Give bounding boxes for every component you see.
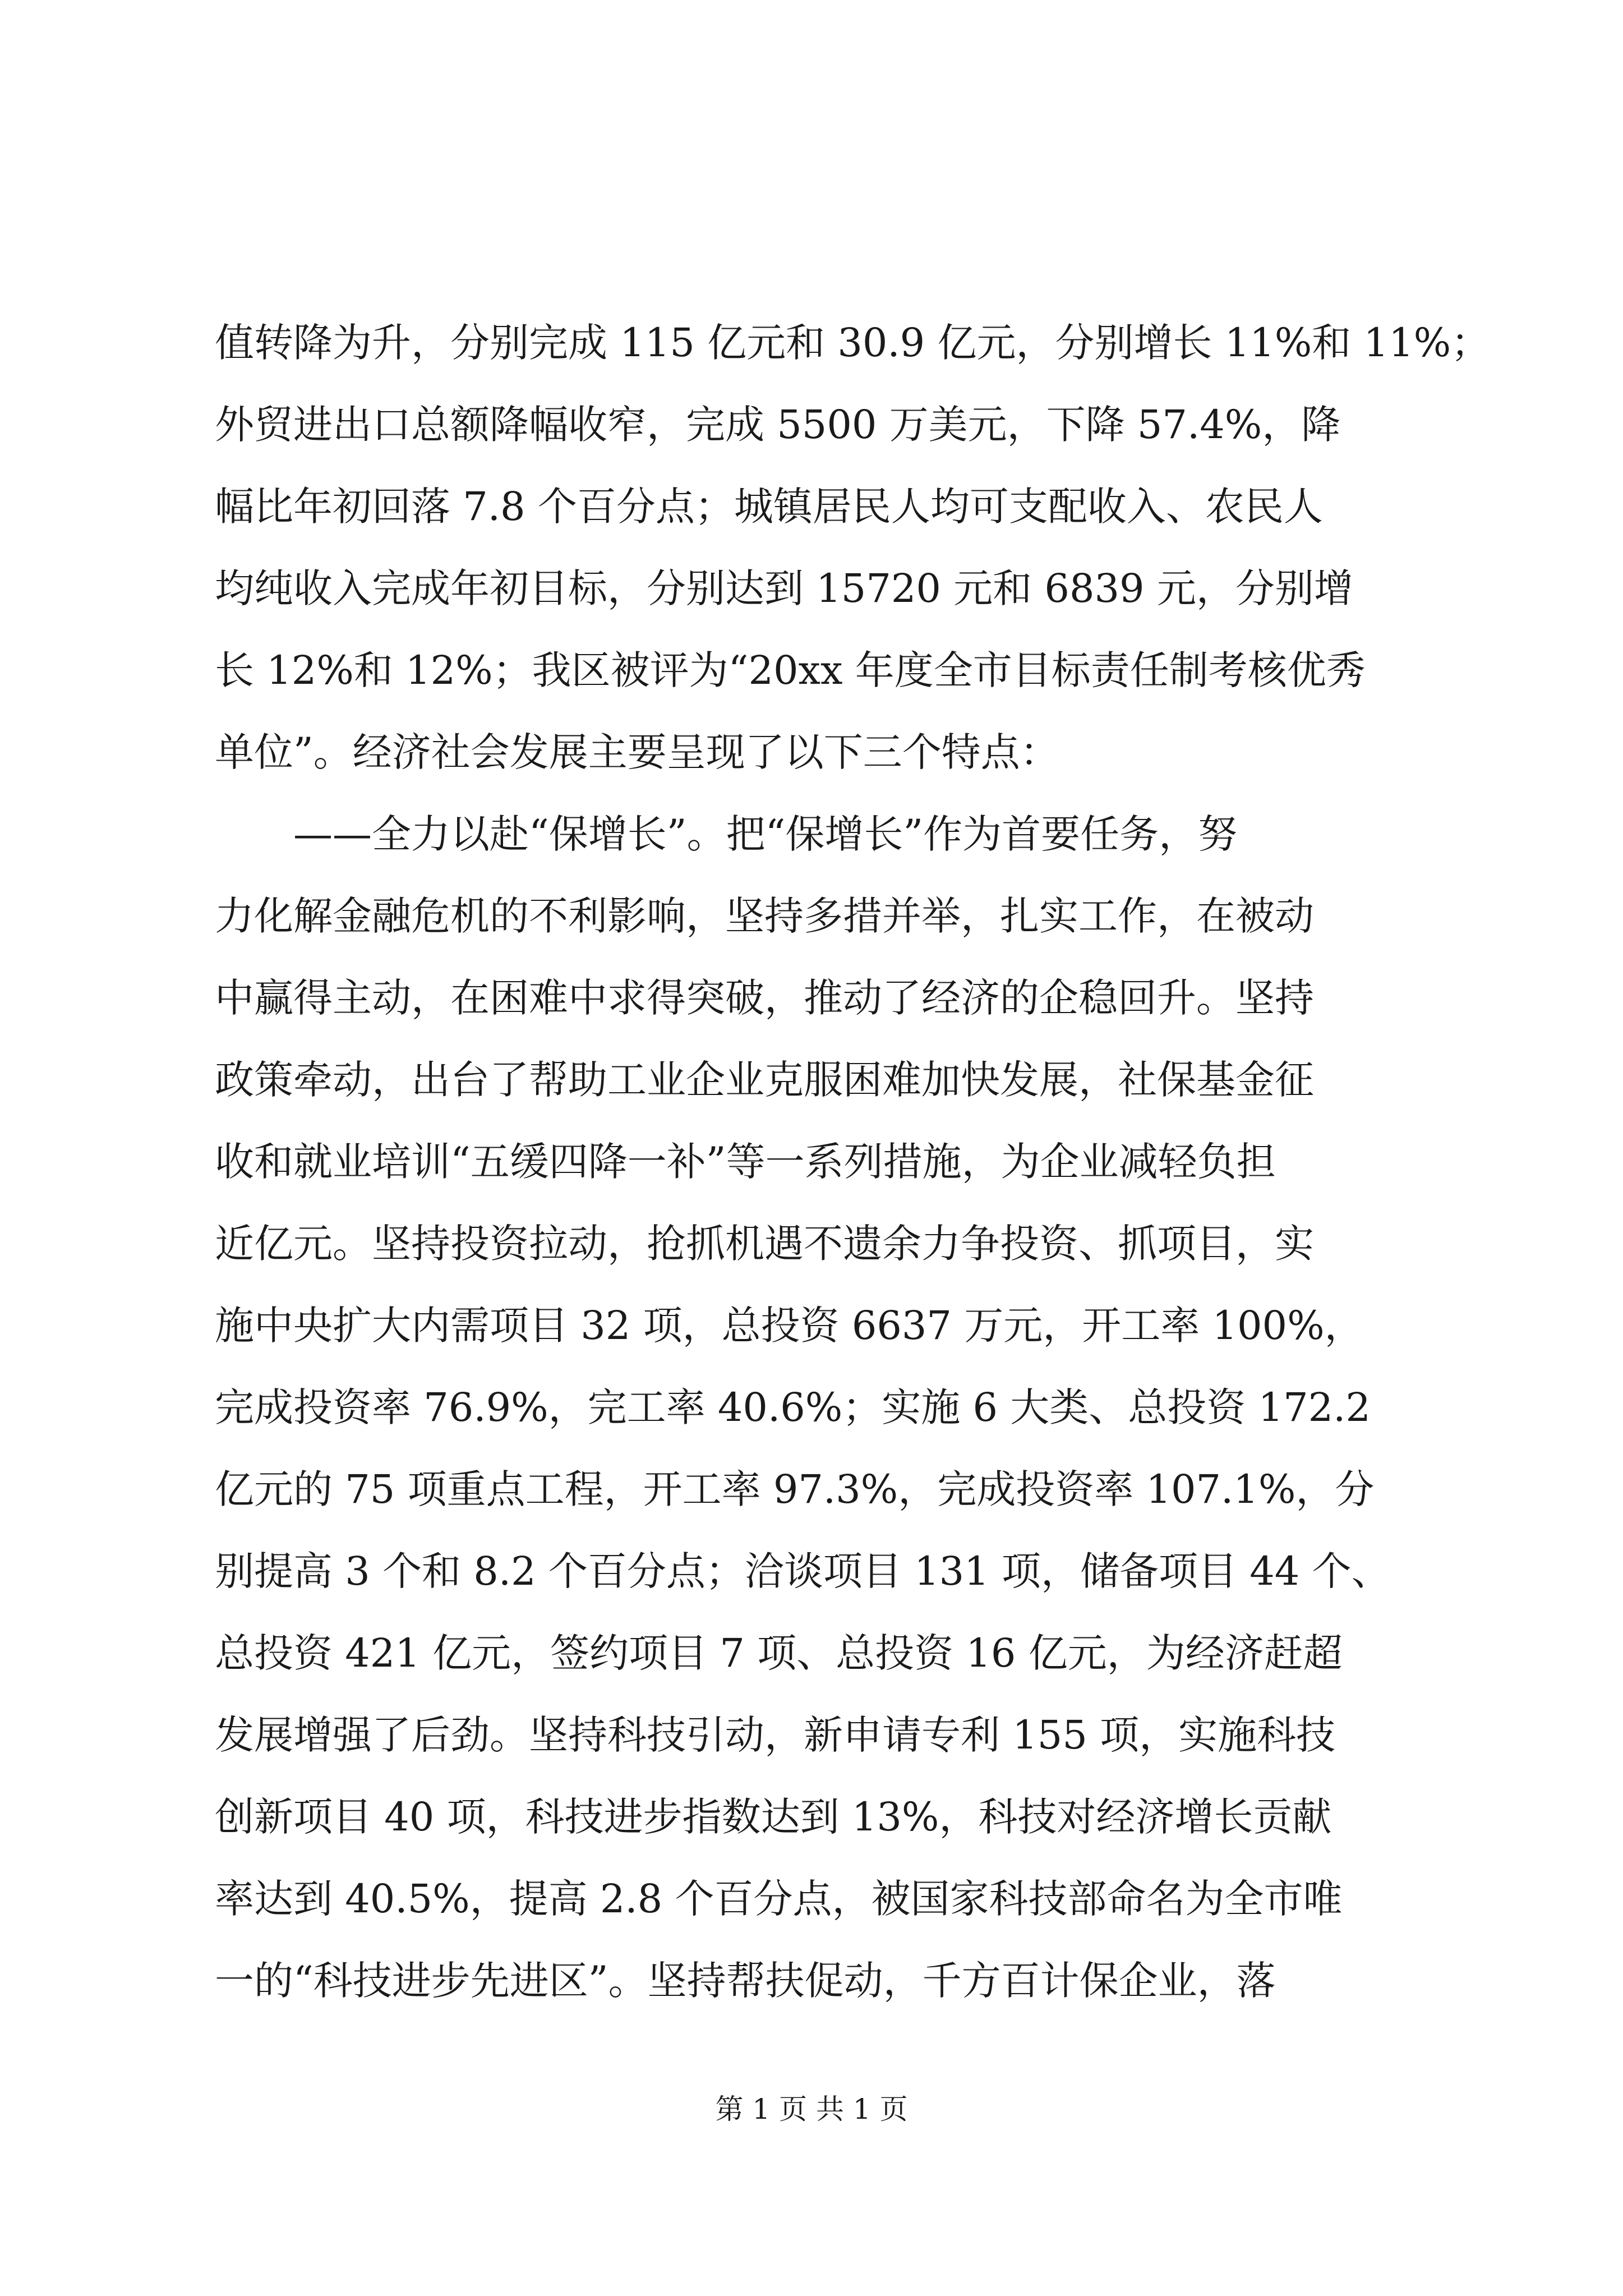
- text-line: 别提高 3 个和 8.2 个百分点；洽谈项目 131 项，储备项目 44 个、: [215, 1548, 1391, 1594]
- text-line: 收和就业培训“五缓四降一补”等一系列措施，为企业减轻负担: [215, 1139, 1276, 1185]
- body-text: [215, 302, 1491, 2022]
- text-line: 长 12%和 12%；我区被评为“20xx 年度全市目标责任制考核优秀: [215, 647, 1366, 693]
- text-line: 政策牵动，出台了帮助工业企业克服困难加快发展，社保基金征: [215, 1057, 1314, 1103]
- text-line: 力化解金融危机的不利影响，坚持多措并举，扎实工作，在被动: [215, 893, 1314, 939]
- text-line: 近亿元。坚持投资拉动，抢抓机遇不遗余力争投资、抓项目，实: [215, 1221, 1314, 1267]
- text-line: 中赢得主动，在困难中求得突破，推动了经济的企稳回升。坚持: [215, 975, 1314, 1021]
- text-line: 单位”。经济社会发展主要呈现了以下三个特点：: [215, 729, 1059, 775]
- page-footer: 第 1 页 共 1 页: [715, 2093, 908, 2125]
- text-line: 率达到 40.5%，提高 2.8 个百分点，被国家科技部命名为全市唯: [215, 1876, 1343, 1922]
- text-line: 外贸进出口总额降幅收窄，完成 5500 万美元，下降 57.4%，降: [215, 402, 1341, 448]
- text-line: 施中央扩大内需项目 32 项，总投资 6637 万元，开工率 100%，: [215, 1303, 1364, 1349]
- text-line: 亿元的 75 项重点工程，开工率 97.3%，完成投资率 107.1%，分: [215, 1466, 1375, 1512]
- text-line: 值转降为升，分别完成 115 亿元和 30.9 亿元，分别增长 11%和 11%；: [215, 320, 1491, 366]
- text-line: 发展增强了后劲。坚持科技引动，新申请专利 155 项，实施科技: [215, 1712, 1336, 1758]
- text-line: 完成投资率 76.9%，完工率 40.6%；实施 6 大类、总投资 172.2: [215, 1384, 1371, 1430]
- text-line: 均纯收入完成年初目标，分别达到 15720 元和 6839 元，分别增: [215, 565, 1353, 611]
- text-line: ——全力以赴“保增长”。把“保增长”作为首要任务，努: [215, 811, 1238, 857]
- text-line: 一的“科技进步先进区”。坚持帮扶促动，千方百计保企业，落: [215, 1958, 1276, 2004]
- text-line: 总投资 421 亿元，签约项目 7 项、总投资 16 亿元，为经济赶超: [215, 1630, 1343, 1676]
- text-line: 幅比年初回落 7.8 个百分点；城镇居民人均可支配收入、农民人: [215, 484, 1323, 530]
- text-line: 创新项目 40 项，科技进步指数达到 13%，科技对经济增长贡献: [215, 1794, 1332, 1840]
